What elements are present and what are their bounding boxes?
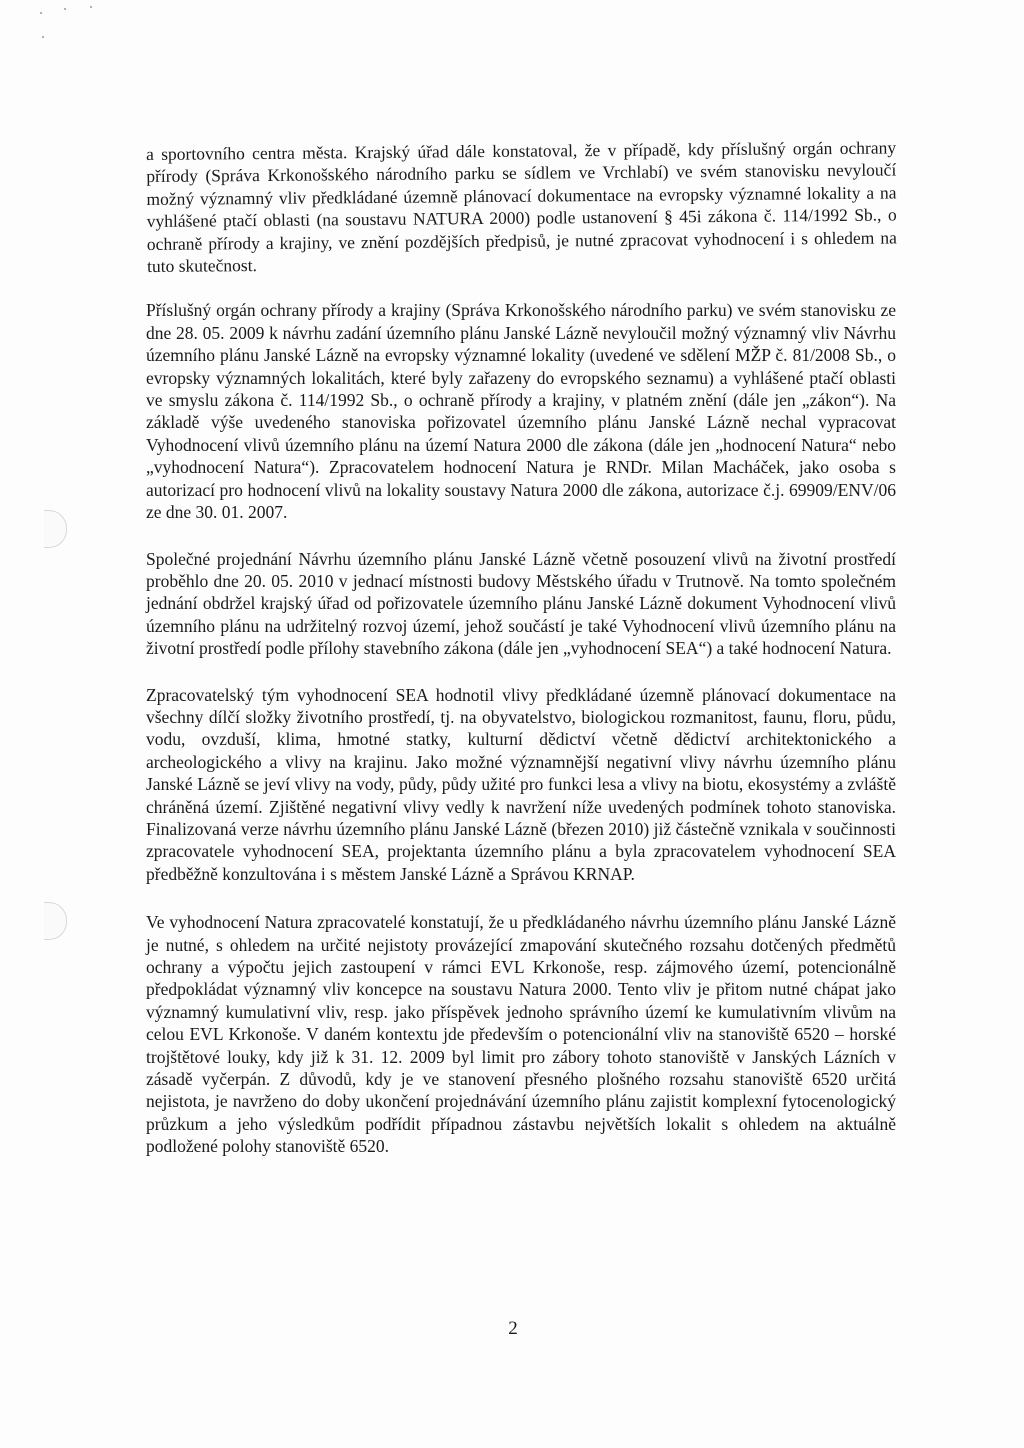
scan-speck <box>90 6 92 8</box>
paragraph-continuation: a sportovního centra města. Krajský úřad dále konstatoval, že v případě, kdy příslušný orgán ochrany přírody (Správa Krkonošského národního parku se sídlem ve Vrchlabí) ve svém stanovisku nevyloučí možný významný vliv předkládané územně plánovací dokumentace na evropsky významné lokality a na vyhlášené ptačí oblasti (na soustavu NATURA 2000) podle ustanovení § 45i zákona č. 114/1992 Sb., o ochraně přírody a krajiny, ve znění pozdějších předpisů, je nutné zpracovat vyhodnocení i s ohledem na tuto skutečnost. <box>146 137 897 277</box>
paragraph-sea-assessment: Zpracovatelský tým vyhodnocení SEA hodnotil vlivy předkládané územně plánovací dokumentace na všechny dílčí složky životního prostředí, tj. na obyvatelstvo, biologickou rozmanitost, faunu, floru, půdu, vodu, ovzduší, klima, hmotné statky, kulturní dědictví včetně dědictví architektonického a archeologického a vlivy na krajinu. Jako možné významnější negativní vlivy návrhu územního plánu Janské Lázně se jeví vlivy na vody, půdy, půdy užité pro funkci lesa a vlivy na biotu, ekosystémy a zvláště chráněná území. Zjištěné negativní vlivy vedly k navržení níže uvedených podmínek tohoto stanoviska. Finalizovaná verze návrhu územního plánu Janské Lázně (březen 2010) již částečně vznikala v součinnosti zpracovatele vyhodnocení SEA, projektanta územního plánu a byla zpracovatelem vyhodnocení SEA předběžně konzultována i s městem Janské Lázně a Správou KRNAP. <box>146 684 896 884</box>
paragraph-joint-hearing: Společné projednání Návrhu územního plánu Janské Lázně včetně posouzení vlivů na životní prostředí proběhlo dne 20. 05. 2010 v jednací místnosti budovy Městského úřadu v Trutnově. Na tomto společném jednání obdržel krajský úřad od pořizovatele územního plánu Janské Lázně dokument Vyhodnocení vlivů územního plánu na udržitelný rozvoj území, jehož součástí je také Vyhodnocení vlivů územního plánu na životní prostředí podle přílohy stavebního zákona (dále jen „vyhodnocení SEA“) a také hodnocení Natura. <box>146 548 896 659</box>
scan-speck <box>40 12 42 14</box>
punch-hole-mark <box>44 510 67 548</box>
punch-hole-mark <box>44 902 67 940</box>
page-number: 2 <box>508 1318 518 1339</box>
scan-speck <box>42 36 44 38</box>
paragraph-natura-conclusion: Ve vyhodnocení Natura zpracovatelé konstatují, že u předkládaného návrhu územního plánu Janské Lázně je nutné, s ohledem na určité nejistoty provázející zmapování skutečného rozsahu dotčených předmětů ochrany a výpočtu jejich zastoupení v rámci EVL Krkonoše, resp. zájmového území, potencionálně předpokládat významný vliv koncepce na soustavu Natura 2000. Tento vliv je přitom nutné chápat jako významný kumulativní vliv, resp. jako příspěvek jednoho správního území ke kumulativním vlivům na celou EVL Krkonoše. V daném kontextu jde především o potencionální vliv na stanoviště 6520 – horské trojštětové louky, kdy již k 31. 12. 2009 byl limit pro zábory tohoto stanoviště v Janských Lázních v zásadě vyčerpán. Z důvodů, kdy je ve stanovení přesného plošného rozsahu stanoviště 6520 určitá nejistota, je navrženo do doby ukončení projednávání územního plánu zajistit komplexní fytocenologický průzkum a jeho výsledkům podřídit případnou zástavbu největších lokalit s ohledem na aktuálně podložené polohy stanoviště 6520. <box>146 912 896 1157</box>
scan-speck <box>64 8 66 10</box>
document-body <box>146 137 897 1158</box>
paragraph-natura-opinion: Příslušný orgán ochrany přírody a krajiny (Správa Krkonošského národního parku) ve svém stanovisku ze dne 28. 05. 2009 k návrhu zadání územního plánu Janské Lázně nevyloučil možný významný vliv Návrhu územního plánu Janské Lázně na evropsky významné lokality (uvedené ve sdělení MŽP č. 81/2008 Sb., o evropsky významných lokalitách, které byly zařazeny do evropského seznamu) a vyhlášené ptačí oblasti ve smyslu zákona č. 114/1992 Sb., o ochraně přírody a krajiny, v platném znění (dále jen „zákon“). Na základě výše uvedeného stanoviska pořizovatel územního plánu Janské Lázně nechal vypracovat Vyhodnocení vlivů územního plánu na území Natura 2000 dle zákona (dále jen „hodnocení Natura“ nebo „vyhodnocení Natura“). Zpracovatelem hodnocení Natura je RNDr. Milan Macháček, jako osoba s autorizací pro hodnocení vlivů na lokality soustavy Natura 2000 dle zákona, autorizace č.j. 69909/ENV/06 ze dne 30. 01. 2007. <box>146 300 896 523</box>
